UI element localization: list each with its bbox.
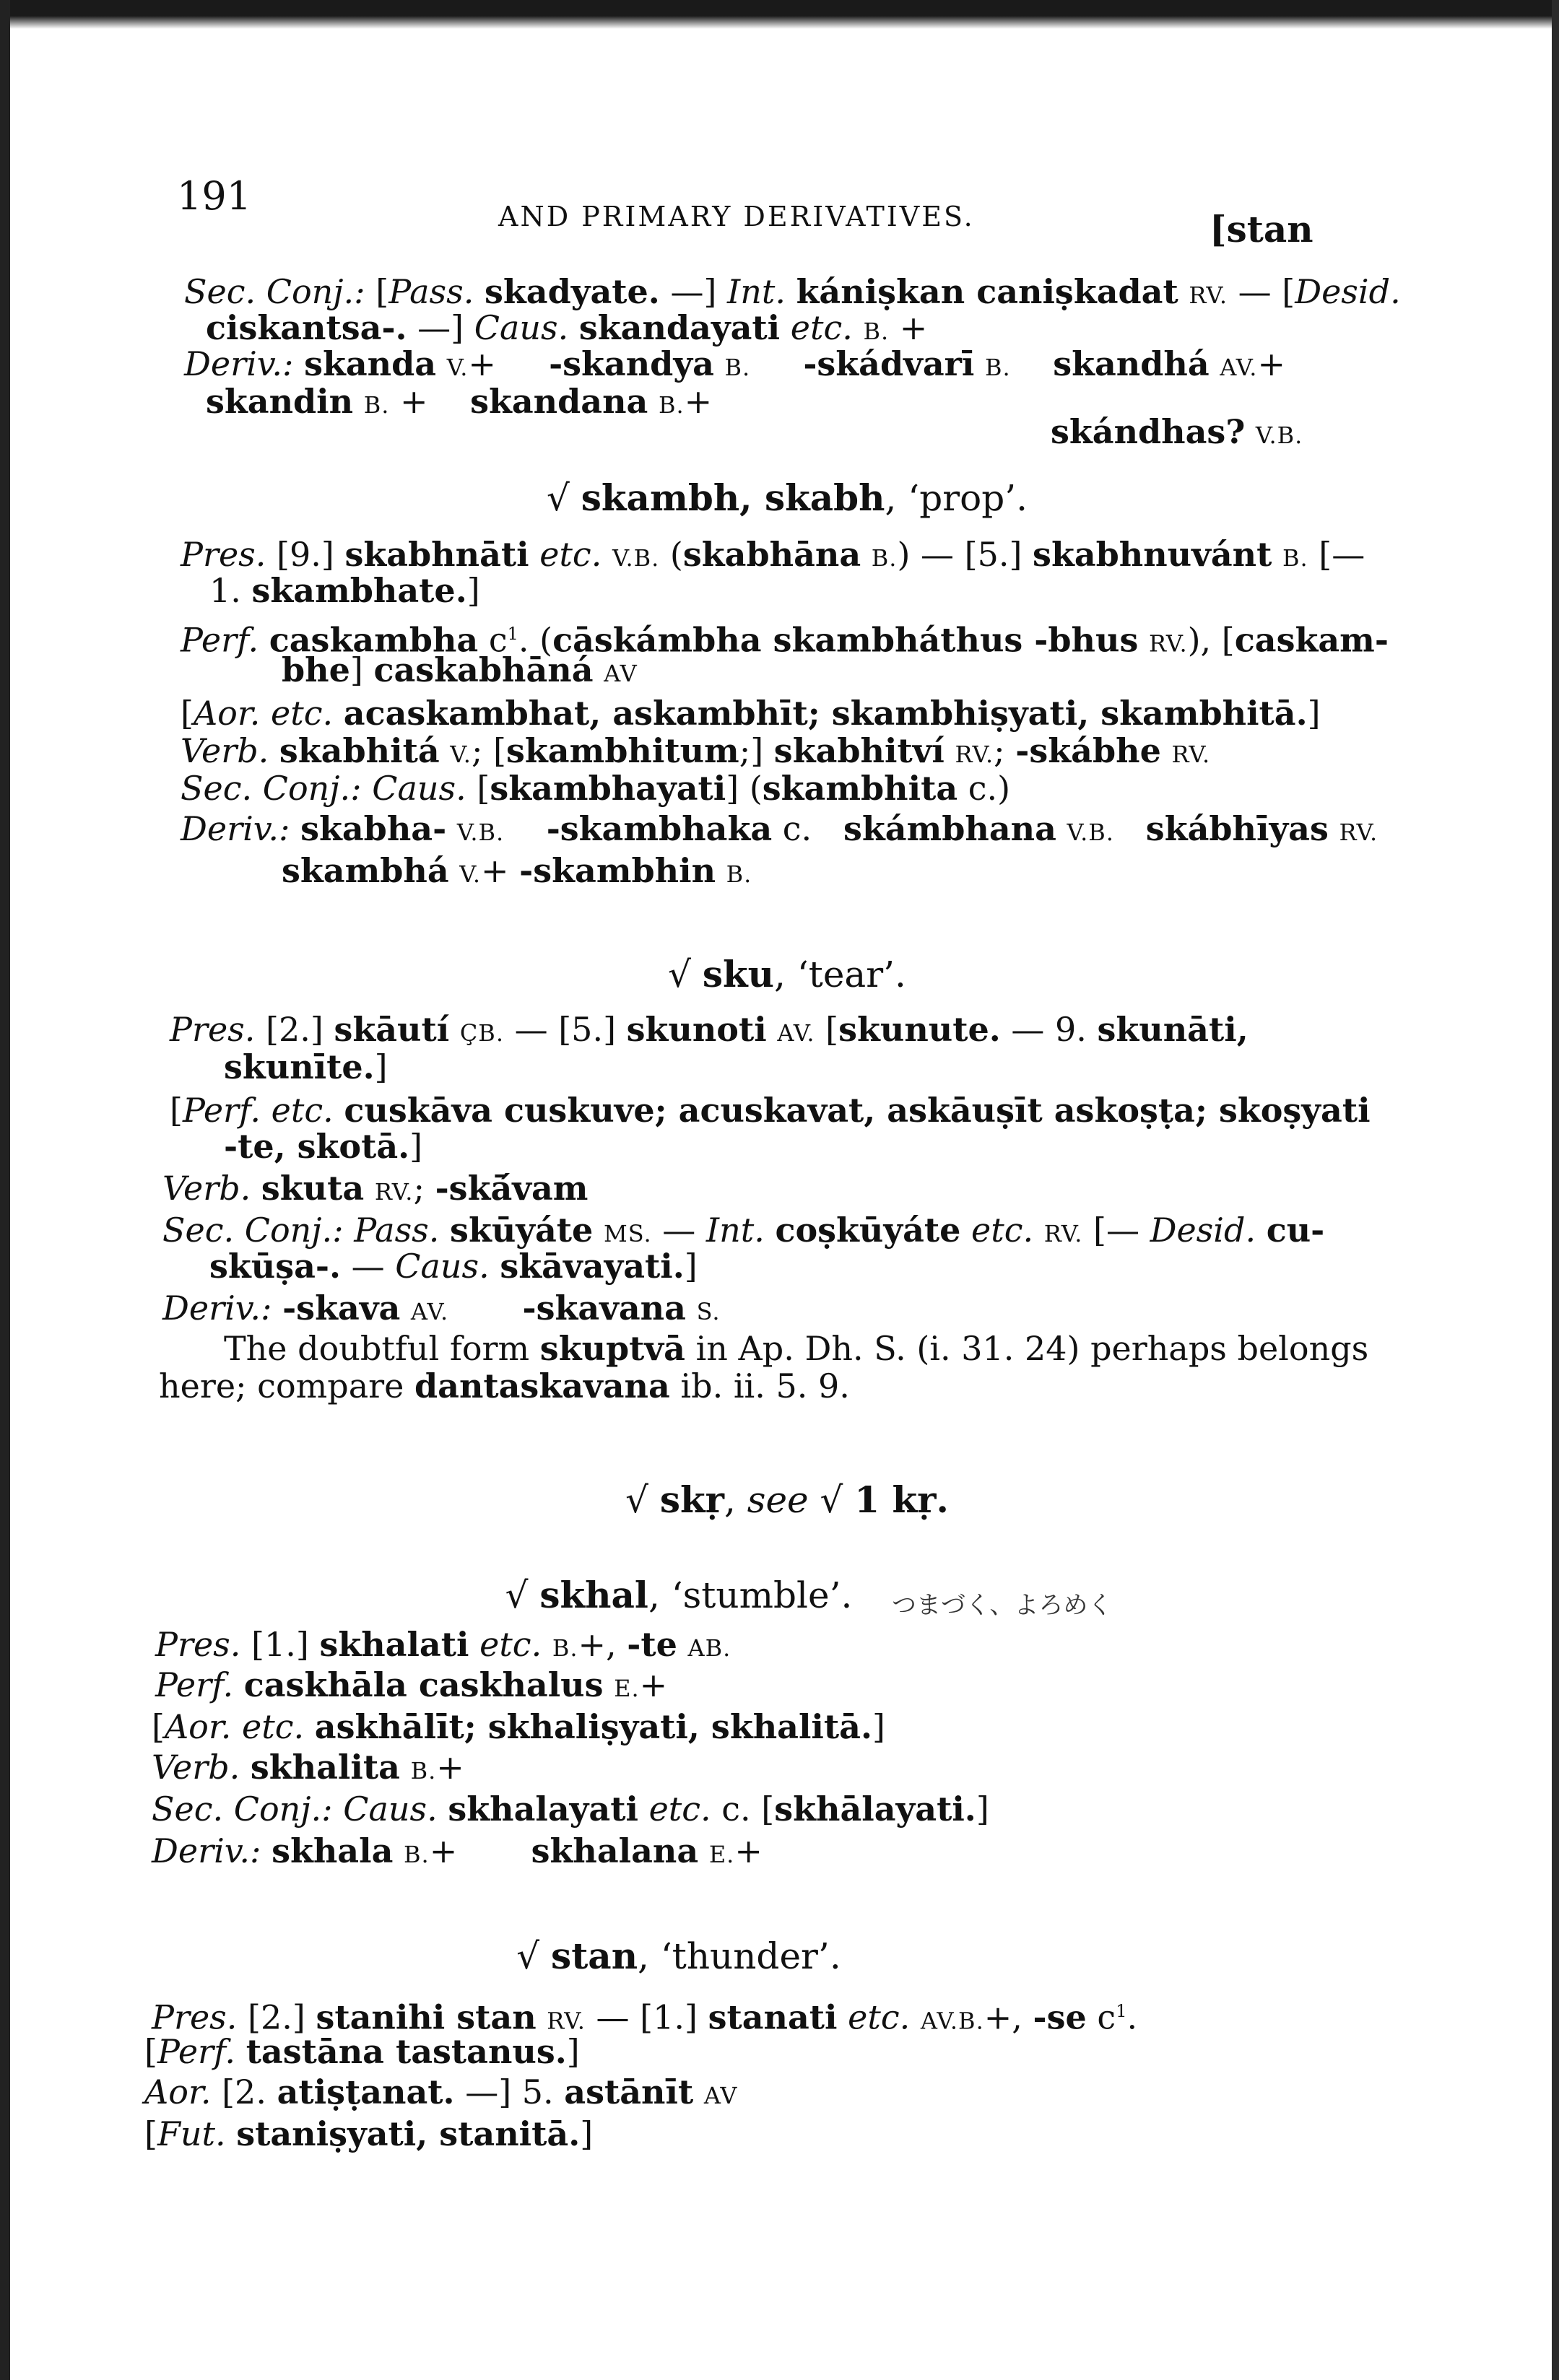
text-line: skándhas? V.B. (1051, 412, 1303, 451)
scan-edge-right (1552, 0, 1559, 2380)
text-line: Deriv.: skhala B.+ skhalana E.+ (152, 1831, 763, 1870)
text-line: Pres. [9.] skabhnāti etc. V.B. (skabhāna B.) — [5.] skabhnuvánt B. [— (181, 535, 1365, 574)
root-heading-stan: √ stan, ‘thunder’. (516, 1935, 841, 1977)
text-line: [Perf. tastāna tastanus.] (144, 2032, 580, 2071)
text-line: [Aor. etc. acaskambhat, askambhīt; skambhiṣyati, skambhitā.] (181, 694, 1321, 733)
text-line: [Aor. etc. askhālīt; skhaliṣyati, skhalitā.] (152, 1707, 885, 1746)
scan-edge-left (0, 0, 10, 2380)
text-line: Deriv.: skabha- V.B. -skambhaka c. skámbhana V.B. skábhīyas RV. (181, 809, 1378, 848)
text-line: skunīte.] (224, 1047, 388, 1086)
text-line: [Fut. staniṣyati, stanitā.] (144, 2114, 594, 2153)
scan-edge-top (0, 0, 1559, 29)
text-line: Sec. Conj.: Caus. skhalayati etc. c. [skhālayati.] (152, 1790, 989, 1828)
text-line: Deriv.: -skava AV. -skavana S. (162, 1289, 721, 1328)
text-line: ciskantsa-. —] Caus. skandayati etc. B. + (206, 308, 928, 347)
text-line: Aor. [2. atiṣṭanat. —] 5. astānīt AV (144, 2072, 738, 2111)
root-heading-skambh: √ skambh, skabh, ‘prop’. (546, 476, 1028, 519)
radical-icon: √ (668, 954, 691, 995)
running-head: AND PRIMARY DERIVATIVES. (498, 201, 975, 232)
text-line: Verb. skabhitá V.; [skambhitum;] skabhitví RV.; -skábhe RV. (181, 731, 1211, 770)
text-line: Pres. [2.] stanihi stan RV. — [1.] stanati etc. AV.B.+, -se $c^1$. (152, 1997, 1138, 2037)
handwritten-note: つまづく、よろめく (892, 1591, 1113, 1620)
text-line: Pres. [1.] skhalati etc. B.+, -te AB. (155, 1625, 731, 1664)
text-line: [Perf. etc. cuskāva cuskuve; acuskavat, askāuṣīt askoṣṭa; skoṣyati (170, 1091, 1371, 1130)
text-line: bhe] caskabhāná AV (282, 650, 638, 689)
root-heading-sku: √ sku, ‘tear’. (668, 953, 906, 995)
text-line: Sec. Conj.: Pass. skūyáte MS. — Int. coṣkūyáte etc. RV. [— Desid. cu- (162, 1211, 1325, 1250)
text-line: Perf. caskambha $c^1$. (cāskámbha skambháthus -bhus RV.), [caskam- (181, 620, 1389, 660)
radical-icon: √ (505, 1574, 529, 1616)
radical-icon: √ (516, 1935, 540, 1977)
text-line: Sec. Conj.: Caus. [skambhayati] (skambhita c.) (181, 769, 1011, 808)
root-heading-skhal: √ skhal, ‘stumble’. (505, 1574, 853, 1616)
page-number: 191 (177, 173, 252, 219)
text-line: skūṣa-. — Caus. skāvayati.] (209, 1247, 698, 1286)
radical-icon: √ (625, 1479, 648, 1521)
text-line: Deriv.: skanda V.+ -skandya B. -skádvarī B. skandhá AV.+ (184, 344, 1286, 383)
text-line: skandin B. + skandana B.+ (206, 382, 713, 421)
text-line: Sec. Conj.: [Pass. skadyate. —] Int. kániṣkan caniṣkadat RV. — [Desid. (184, 272, 1401, 311)
text-line: 1. skambhate.] (209, 571, 480, 610)
text-line: here; compare dantaskavana ib. ii. 5. 9. (159, 1366, 850, 1405)
text-line: Perf. caskhāla caskhalus E.+ (155, 1665, 668, 1704)
head-word: [stan (1210, 208, 1313, 250)
radical-icon: √ (546, 477, 570, 519)
text-line: Pres. [2.] skāutí ÇB. — [5.] skunoti AV. [skunute. — 9. skunāti, (170, 1010, 1248, 1049)
text-line: -te, skotā.] (224, 1127, 423, 1166)
text-line: Verb. skhalita B.+ (152, 1748, 464, 1787)
radical-icon: √ (820, 1479, 843, 1521)
root-heading-skr: √ skṛ, see √ 1 kṛ. (625, 1478, 949, 1521)
text-line: skambhá V.+ -skambhin B. (282, 851, 752, 890)
text-line: Verb. skuta RV.; -skā́vam (162, 1169, 589, 1208)
text-line: The doubtful form skuptvā in Ap. Dh. S. (i. 31. 24) perhaps belongs (224, 1329, 1369, 1368)
